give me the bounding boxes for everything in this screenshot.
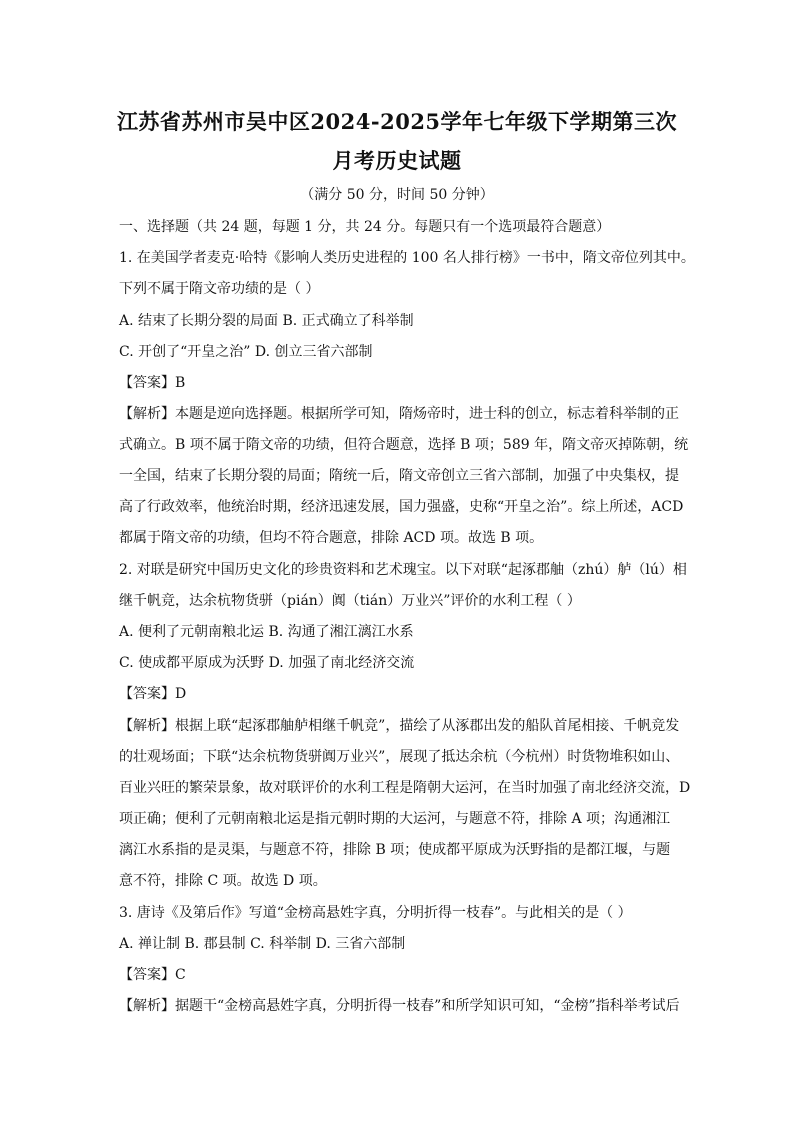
q1-options-line: C. 开创了“开皇之治” D. 创立三省六部制 xyxy=(119,344,373,360)
q1-analysis-line: 都属于隋文帝的功绩，但均不符合题意，排除 ACD 项。故选 B 项。 xyxy=(119,530,544,546)
q1-stem-line: 下列不属于隋文帝功绩的是（ ） xyxy=(119,281,320,297)
q2-options-line: C. 使成都平原成为沃野 D. 加强了南北经济交流 xyxy=(119,655,415,671)
q2-answer: 【答案】D xyxy=(119,686,187,702)
q3-stem-line: 3. 唐诗《及第后作》写道“金榜高悬姓字真，分明折得一枝春”。与此相关的是（ ） xyxy=(119,905,632,921)
document-title-line-1: 江苏省苏州市吴中区2024-2025学年七年级下学期第三次 xyxy=(116,109,678,134)
section-heading: 一、选择题（共 24 题，每题 1 分，共 24 分。每题只有一个选项最符合题意） xyxy=(119,219,611,235)
q2-analysis-line: 漓江水系指的是灵渠，与题意不符，排除 B 项；使成都平原成为沃野指的是都江堰，与题 xyxy=(119,842,671,858)
q1-analysis-line: 式确立。B 项不属于隋文帝的功绩，但符合题意，选择 B 项；589 年，隋文帝灭掉陈朝，统 xyxy=(119,437,689,453)
q1-analysis-line: 【解析】本题是逆向选择题。根据所学可知，隋炀帝时，进士科的创立，标志着科举制的正 xyxy=(119,406,679,422)
q3-answer: 【答案】C xyxy=(119,967,186,983)
q3-analysis-line: 【解析】据题干“金榜高悬姓字真，分明折得一枝春”和所学知识可知，“金榜”指科举考试后 xyxy=(119,998,680,1014)
q2-analysis-line: 项正确；便利了元朝南粮北运是指元朝时期的大运河，与题意不符，排除 A 项；沟通湘江 xyxy=(119,811,671,827)
q2-options-line: A. 便利了元朝南粮北运 B. 沟通了湘江漓江水系 xyxy=(119,624,414,640)
q2-stem-line: 继千帆竞，达余杭物货骈（pián）阗（tián）万业兴”评价的水利工程（ ） xyxy=(119,593,581,609)
q1-analysis-line: 高了行政效率，他统治时期，经济迅速发展，国力强盛，史称“开皇之治”。综上所述，ACD xyxy=(119,499,684,515)
q2-analysis-line: 百业兴旺的繁荣景象，故对联评价的水利工程是隋朝大运河，在当时加强了南北经济交流，D xyxy=(119,780,691,796)
q2-stem-line: 2. 对联是研究中国历史文化的珍贵资料和艺术瑰宝。以下对联“起涿郡舳（zhú）舻（lú）相 xyxy=(119,562,687,578)
q2-analysis-line: 【解析】根据上联“起涿郡舳舻相继千帆竞”，描绘了从涿郡出发的船队首尾相接、千帆竞发 xyxy=(119,718,680,734)
q2-analysis-line: 的壮观场面；下联“达余杭物货骈阗万业兴”，展现了抵达余杭（今杭州）时货物堆积如山、 xyxy=(119,749,680,765)
q1-analysis-line: 一全国，结束了长期分裂的局面；隋统一后，隋文帝创立三省六部制，加强了中央集权，提 xyxy=(119,468,679,484)
q3-options-line: A. 禅让制 B. 郡县制 C. 科举制 D. 三省六部制 xyxy=(119,936,406,952)
document-title-line-2: 月考历史试题 xyxy=(332,148,462,173)
q2-analysis-line: 意不符，排除 C 项。故选 D 项。 xyxy=(119,873,327,889)
exam-subtitle: （满分 50 分，时间 50 分钟） xyxy=(300,187,494,203)
q1-answer: 【答案】B xyxy=(119,375,186,391)
q1-options-line: A. 结束了长期分裂的局面 B. 正式确立了科举制 xyxy=(119,313,414,329)
q1-stem-line: 1. 在美国学者麦克·哈特《影响人类历史进程的 100 名人排行榜》一书中，隋文帝位列其中。 xyxy=(119,250,695,266)
